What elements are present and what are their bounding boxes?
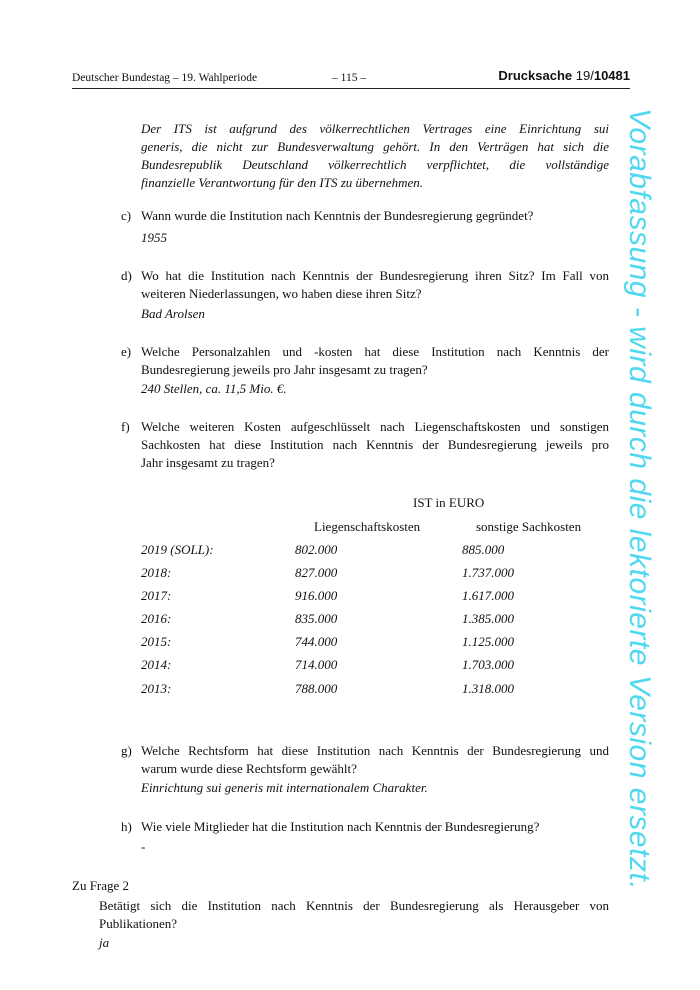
intro-line-2: generis, die nicht zur Bundesverwaltung gehört. In den Verträgen hat sich die: [141, 139, 609, 154]
question-g-letter: g): [121, 743, 132, 758]
table-row-sachkosten: 885.000: [462, 542, 505, 557]
question-f-text: [141, 418, 609, 472]
table-row-year: 2013:: [141, 681, 172, 696]
intro-answer: [141, 120, 609, 192]
question-g-text: [141, 742, 609, 778]
question-d-line-1: Wo hat die Institution nach Kenntnis der Bundesregierung ihren Sitz? Im Fall von: [141, 268, 609, 283]
table-row-liegenschaft: 827.000: [295, 565, 338, 580]
header-drucksache: [498, 68, 630, 83]
table-row-liegenschaft: 802.000: [295, 542, 338, 557]
frage-2-question: [99, 897, 609, 933]
drucksache-number-prefix: 19/: [575, 68, 594, 83]
frage-2-line-2: Publikationen?: [99, 916, 177, 931]
question-h-letter: h): [121, 819, 132, 834]
table-row-year: 2018:: [141, 565, 172, 580]
question-f-line-3: Jahr insgesamt zu tragen?: [141, 455, 275, 470]
question-c-answer: 1955: [141, 230, 167, 245]
table-row-sachkosten: 1.737.000: [462, 565, 514, 580]
drucksache-number: 10481: [593, 68, 630, 83]
question-h-answer: -: [141, 839, 146, 854]
table-header-liegenschaftskosten: Liegenschaftskosten: [314, 519, 421, 534]
question-g-line-1: Welche Rechtsform hat diese Institution nach Kenntnis der Bundesregierung und: [141, 743, 609, 758]
question-d-line-2: weiteren Niederlassungen, wo haben diese ihren Sitz?: [141, 286, 422, 301]
table-header-sachkosten: sonstige Sachkosten: [476, 519, 582, 534]
question-e-line-1: Welche Personalzahlen und -kosten hat diese Institution nach Kenntnis der: [141, 344, 609, 359]
question-f-line-1: Welche weiteren Kosten aufgeschlüsselt nach Liegenschaftskosten und sonstigen: [141, 419, 609, 434]
table-row-year: 2019 (SOLL):: [141, 542, 214, 557]
table-row-liegenschaft: 714.000: [295, 657, 338, 672]
header-page-number: – 115 –: [332, 72, 367, 84]
question-d-text: [141, 267, 609, 303]
table-row-sachkosten: 1.385.000: [462, 611, 514, 626]
frage-2-line-1: Betätigt sich die Institution nach Kenntnis der Bundesregierung als Herausgeber von: [99, 898, 609, 913]
question-e-answer: 240 Stellen, ca. 11,5 Mio. €.: [141, 381, 287, 396]
table-row-year: 2015:: [141, 634, 172, 649]
table-title: IST in EURO: [413, 495, 485, 510]
question-h-text: Wie viele Mitglieder hat die Institution nach Kenntnis der Bundesregierung?: [141, 819, 540, 834]
frage-2-heading: Zu Frage 2: [72, 878, 130, 893]
table-row-year: 2017:: [141, 588, 172, 603]
question-d-letter: d): [121, 268, 132, 283]
table-row-liegenschaft: 744.000: [295, 634, 338, 649]
frage-2-answer: ja: [99, 935, 110, 950]
intro-line-1: Der ITS ist aufgrund des völkerrechtlichen Vertrages eine Einrichtung sui: [141, 121, 609, 136]
table-row-sachkosten: 1.703.000: [462, 657, 514, 672]
table-row-year: 2014:: [141, 657, 172, 672]
table-row-sachkosten: 1.125.000: [462, 634, 514, 649]
question-f-letter: f): [121, 419, 130, 434]
header-publisher: Deutscher Bundestag – 19. Wahlperiode: [72, 72, 258, 84]
question-e-line-2: Bundesregierung jeweils pro Jahr insgesamt zu tragen?: [141, 362, 428, 377]
table-row-sachkosten: 1.318.000: [462, 681, 514, 696]
intro-line-3: Bundesrepublik Deutschland völkerrechtlich verpflichtet, die vollständige: [141, 157, 609, 172]
question-f-line-2: Sachkosten hat diese Institution nach Kenntnis der Bundesregierung jeweils pro: [141, 437, 609, 452]
table-row-year: 2016:: [141, 611, 172, 626]
question-g-answer: Einrichtung sui generis mit internationalem Charakter.: [141, 780, 428, 795]
drucksache-label: Drucksache: [498, 68, 573, 83]
draft-watermark: Vorabfassung - wird durch die lektorierte Version ersetzt.: [623, 108, 656, 891]
question-e-text: [141, 343, 609, 379]
table-row-sachkosten: 1.617.000: [462, 588, 514, 603]
question-c-text: Wann wurde die Institution nach Kenntnis der Bundesregierung gegründet?: [141, 208, 534, 223]
table-row-liegenschaft: 916.000: [295, 588, 338, 603]
intro-line-4: finanzielle Verantwortung für den ITS zu übernehmen.: [141, 175, 424, 190]
table-row-liegenschaft: 835.000: [295, 611, 338, 626]
table-row-liegenschaft: 788.000: [295, 681, 338, 696]
question-g-line-2: warum wurde diese Rechtsform gewählt?: [141, 761, 357, 776]
question-c-letter: c): [121, 208, 132, 223]
question-d-answer: Bad Arolsen: [141, 306, 205, 321]
header-rule: [72, 88, 630, 89]
question-e-letter: e): [121, 344, 132, 359]
